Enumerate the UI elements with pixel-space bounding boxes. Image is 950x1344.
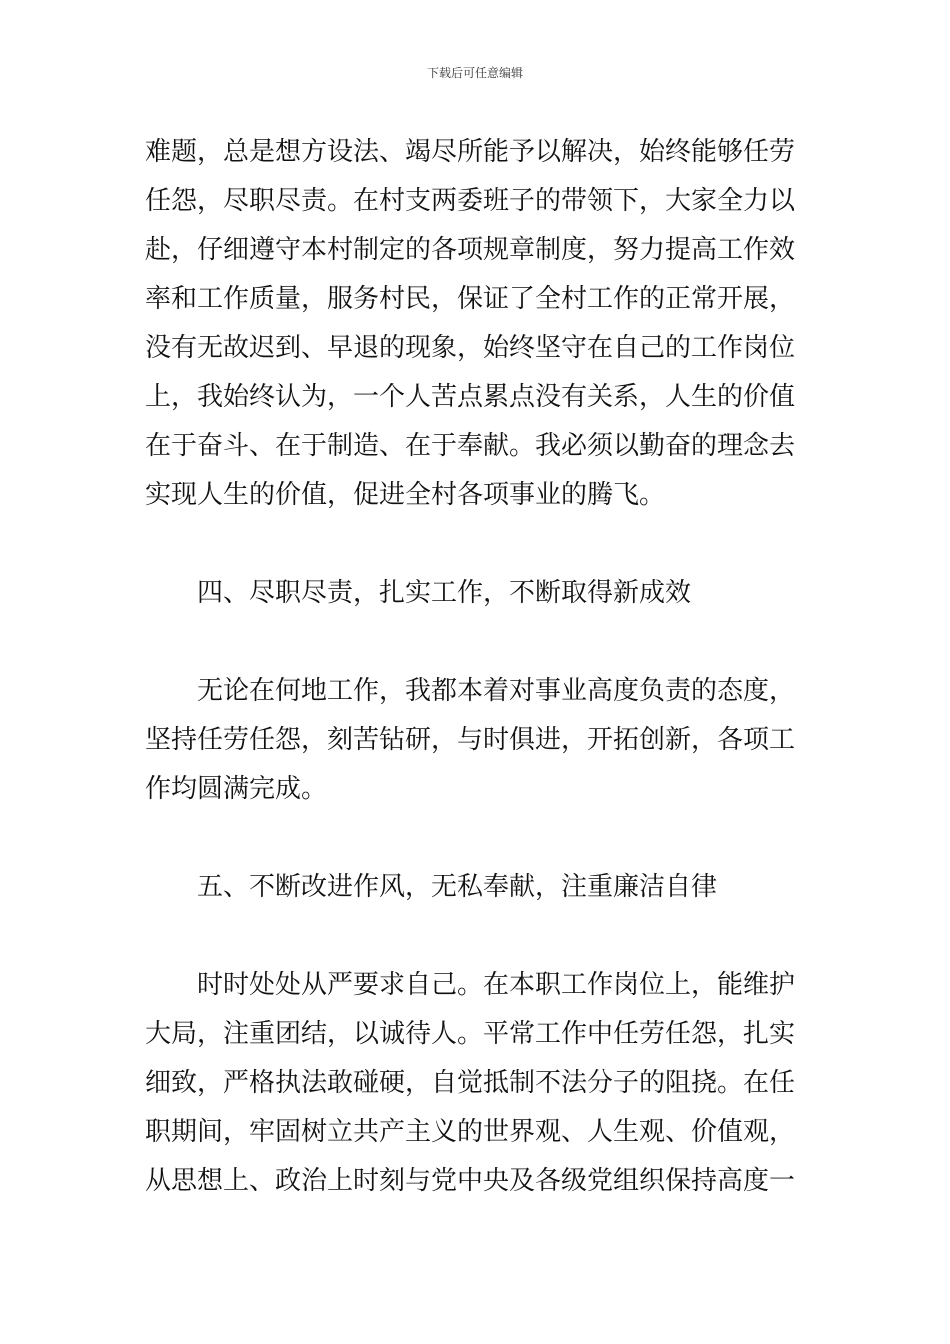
paragraph-line: 作均圆满完成。 — [145, 774, 328, 804]
paragraph-2 — [145, 667, 809, 814]
document-body — [145, 128, 809, 1206]
paragraph-line: 没有无故迟到、早退的现象，始终坚守在自己的工作岗位 — [145, 333, 796, 363]
paragraph-line: 坚持任劳任怨，刻苦钻研，与时俱进，开拓创新，各项工 — [145, 725, 796, 755]
paragraph-spacer — [145, 618, 809, 667]
page-header: 下载后可任意编辑 — [426, 66, 523, 80]
paragraph-line: 无论在何地工作，我都本着对事业高度负责的态度， — [197, 676, 796, 706]
section-heading: 五、不断改进作风，无私奉献，注重廉洁自律 — [197, 872, 718, 902]
paragraph-line: 上，我始终认为，一个人苦点累点没有关系，人生的价值 — [145, 382, 796, 412]
paragraph-1 — [145, 128, 809, 520]
paragraph-spacer — [145, 814, 809, 863]
paragraph-line: 任怨，尽职尽责。在村支两委班子的带领下，大家全力以 — [145, 186, 796, 216]
paragraph-line: 难题，总是想方设法、竭尽所能予以解决，始终能够任劳 — [145, 137, 796, 167]
paragraph-spacer — [145, 520, 809, 569]
paragraph-line: 赴，仔细遵守本村制定的各项规章制度，努力提高工作效 — [145, 235, 796, 265]
paragraph-line: 细致，严格执法敢碰硬，自觉抵制不法分子的阻挠。在任 — [145, 1068, 796, 1098]
paragraph-line: 时时处处从严要求自己。在本职工作岗位上，能维护 — [197, 970, 796, 1000]
section-heading-5 — [145, 863, 809, 912]
paragraph-line: 在于奋斗、在于制造、在于奉献。我必须以勤奋的理念去 — [145, 431, 796, 461]
paragraph-line: 大局，注重团结，以诚待人。平常工作中任劳任怨，扎实 — [145, 1019, 796, 1049]
paragraph-3 — [145, 961, 809, 1206]
section-heading: 四、尽职尽责，扎实工作，不断取得新成效 — [197, 578, 692, 608]
paragraph-line: 职期间，牢固树立共产主义的世界观、人生观、价值观， — [145, 1117, 796, 1147]
paragraph-line: 从思想上、政治上时刻与党中央及各级党组织保持高度一 — [145, 1166, 796, 1196]
paragraph-line: 率和工作质量，服务村民，保证了全村工作的正常开展， — [145, 284, 796, 314]
section-heading-4 — [145, 569, 809, 618]
paragraph-spacer — [145, 912, 809, 961]
paragraph-line: 实现人生的价值，促进全村各项事业的腾飞。 — [145, 480, 666, 510]
